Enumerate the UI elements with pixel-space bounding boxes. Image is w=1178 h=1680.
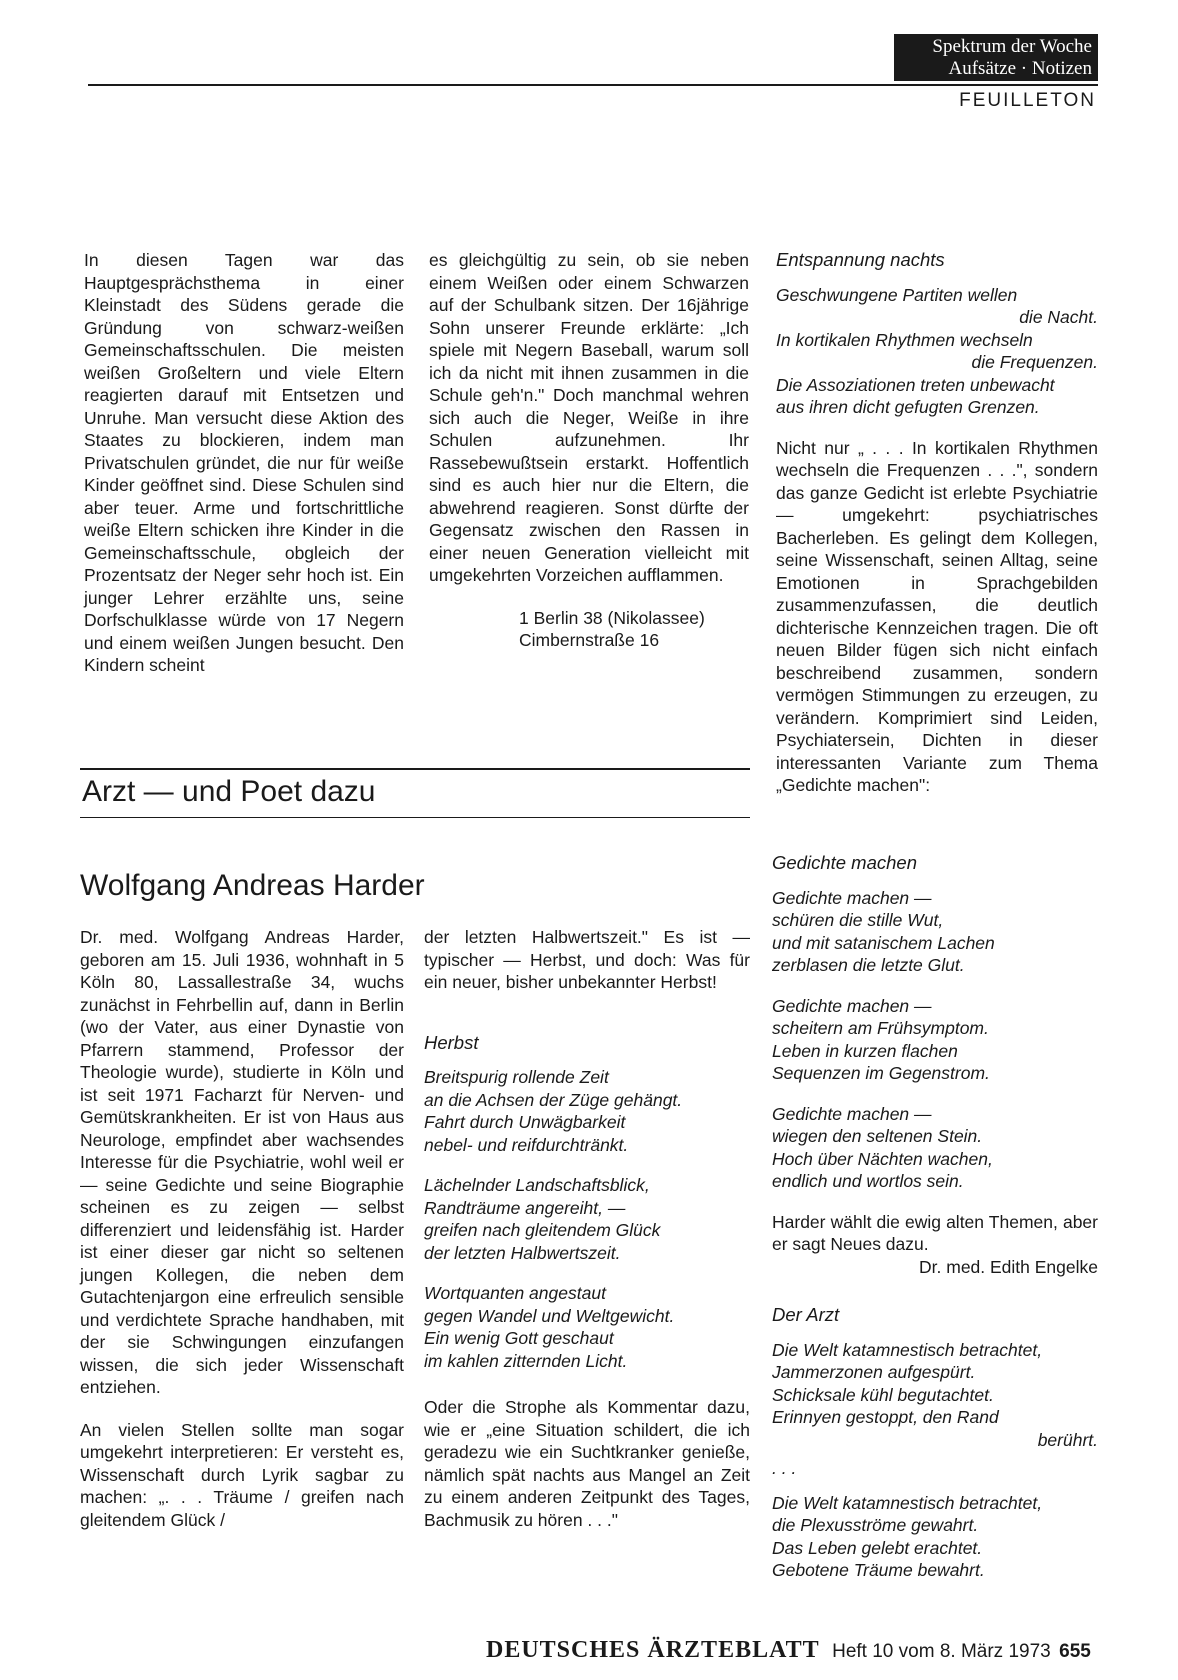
author-address [519,607,749,652]
poem-line: Die Welt katamnestisch betrachtet, [772,1492,1043,1513]
title-rule-bottom [80,817,750,818]
poem-line: Gedichte machen — [772,887,932,908]
comment-paragraph: Oder die Strophe als Kommentar dazu, wie er „eine Situation schildert, die ich geradezu wie ein Suchtkranker genieße, nämlich spät nachts aus Mangel an Zeit zu einem anderen Zeitpunkt des Tages, Bachmusik zu hören . . ." [424,1397,750,1530]
poem-line: der letzten Halbwertszeit. [424,1242,621,1263]
poem-title-gedichte: Gedichte machen [772,852,918,873]
article-author: Wolfgang Andreas Harder [80,869,425,902]
poem-line: gegen Wandel und Weltgewicht. [424,1305,675,1326]
poem-line: Geschwungene Partiten wellen [776,284,1018,305]
prev-article-text-2: es gleichgültig zu sein, ob sie neben einem Weißen oder einem Schwarzen auf der Schulbank sitzen. Der 16jährige Sohn unserer Freunde erklärte: „Ich spiele mit Negern Baseball, warum soll ich da nicht mit ihnen zusammen in die Schule geh'n." Doch manchmal wehren sich auch die Neger, Weiße in ihre Schulen aufzunehmen. Ihr Rassebewußtsein erstarkt. Hoffentlich sind es auch hier nur die Eltern, die abwehrend reagieren. Sonst dürfte der Gegensatz zwischen den Rassen in einer neuen Generation vielleicht mit umgekehrten Vorzeichen aufflammen. [429,250,749,585]
poem-title-arzt: Der Arzt [772,1304,840,1325]
poem-line: scheitern am Frühsymptom. [772,1018,989,1038]
prev-article-text-1: In diesen Tagen war das Hauptgesprächsthema in einer Kleinstadt des Südens gerade die Gründung von schwarz-weißen Gemeinschaftsschulen. Die meisten weißen Großeltern und viele Eltern reagierten darauf mit Entsetzen und Unruhe. Man versucht diese Aktion des Staates zu blockieren, indem man Privatschulen gründet, die nur für weiße Kinder geöffnet sind. Diese Schulen sind aber teuer. Arme und fortschrittliche weiße Eltern schicken ihre Kinder in die Gemeinschaftsschule, obgleich der Prozentsatz der Neger sehr hoch ist. Ein junger Lehrer erzählte uns, seine Dorfschulklasse würde von 17 Negern und einem weißen Jungen besucht. Den Kindern scheint [84,250,404,675]
poem-title-herbst: Herbst [424,1031,479,1053]
poem-line: Fahrt durch Unwägbarkeit [424,1112,626,1132]
poem-line: im kahlen zitternden Licht. [424,1350,628,1371]
page-footer [486,1637,1091,1664]
poem-line: Gedichte machen — [772,1103,932,1124]
poem-line: Jammerzonen aufgespürt. [772,1362,976,1382]
poem-line: an die Achsen der Züge gehängt. [424,1089,683,1110]
article-column-4 [80,926,404,1551]
poem-line: aus ihren dicht gefugten Grenzen. [776,397,1040,417]
poem-line: Die Assoziationen treten unbewacht [776,374,1055,395]
masthead: DEUTSCHES ÄRZTEBLATT [486,1637,820,1663]
article-column-6 [772,852,1098,1600]
poem-line: Hoch über Nächten wachen, [772,1148,993,1169]
poem-gedichte-stanza-2 [772,995,1098,1085]
header-rule [88,84,1098,86]
poem-line: Sequenzen im Gegenstrom. [772,1063,990,1083]
poem-line: wiegen den seltenen Stein. [772,1126,983,1146]
closing-paragraph: Harder wählt die ewig alten Themen, aber er sagt Neues dazu. [772,1211,1098,1254]
poem-line: berührt. [1037,1429,1098,1450]
title-rule-top [80,768,750,770]
poem-herbst-stanza-2 [424,1174,750,1264]
signature: Dr. med. Edith Engelke [919,1256,1098,1277]
badge-line-1: Spektrum der Woche [932,36,1092,57]
poem-line: greifen nach gleitendem Glück [424,1220,661,1240]
poem-line: Das Leben gelebt erachtet. [772,1537,983,1558]
commentary-paragraph: Nicht nur „ . . . In kortikalen Rhythmen wechseln die Frequenzen . . .", sondern das ganze Gedicht ist erlebte Psychiatrie — umgekehrt: psychiatrisches Bacherleben. Es gelingt dem Kollegen, seine Wissenschaft, seinen Alltag, seine Emotionen in Sprachgebilden zusammenzufassen, die deutlich dichterische Kennzeichen tragen. Die oft neuen Bilder fügen sich nicht einfach beschreibend zusammen, sondern vermögen Stimmungen zu erzeugen, zu verändern. Komprimiert sind Leiden, Psychiatersein, Dichten in dieser interessanten Variante zum Thema „Gedichte machen": [776,437,1098,795]
poem-title-entspannung: Entspannung nachts [776,249,945,270]
poem-line: die Plexusströme gewahrt. [772,1515,979,1535]
poem-line: schüren die stille Wut, [772,910,944,930]
poem-herbst-stanza-3 [424,1282,750,1372]
poem-line: die Frequenzen. [971,352,1098,372]
article-column-3 [776,249,1098,817]
section-badge [894,34,1098,81]
prev-article-column-1 [84,249,404,697]
poem-line: Lächelnder Landschaftsblick, [424,1175,650,1195]
poem-line: Randträume angereiht, — [424,1197,626,1218]
address-line-1: 1 Berlin 38 (Nikolassee) [519,607,705,628]
poem-arzt-stanza-2 [772,1492,1098,1582]
poem-herbst-stanza-1 [424,1066,750,1156]
interpretation-paragraph: An vielen Stellen sollte man sogar umgekehrt interpretieren: Er versteht es, Wissenschaft durch Lyrik sagbar zu machen: „. . . Träume / greifen nach gleitendem Glück / [80,1419,404,1530]
poem-line: Die Welt katamnestisch betrachtet, [772,1339,1043,1360]
article-title: Arzt — und Poet dazu [82,775,376,808]
poem-line: die Nacht. [1019,307,1098,327]
poem-gedichte-stanza-1 [772,887,1098,977]
poem-line: Erinnyen gestoppt, den Rand [772,1407,999,1427]
page-number: 655 [1059,1641,1091,1662]
poem-ellipsis: . . . [772,1458,797,1478]
biography-paragraph: Dr. med. Wolfgang Andreas Harder, geboren am 15. Juli 1936, wohnhaft in 5 Köln 80, Lassallestraße 34, wuchs zunächst in Fehrbellin auf, dann in Berlin (wo der Vater, aus einer Dynastie von Pfarrern stammend, Professor der Theologie wurde), studierte in Köln und ist seit 1971 Facharzt für Nerven- und Gemütskrankheiten. Er ist von Haus aus Neurologe, empfindet aber wachsendes Interesse für die Psychiatrie, wohl weil er — seine Gedichte und seine Biographie scheinen es zu zeigen — selbst differenziert und leidensfähig ist. Harder ist einer dieser gar nicht so seltenen jungen Kollegen, die neben dem Gutachtenjargon eine erfreulich sensible und verdichtete Sprache handhaben, mit der sie Schwingungen einzufangen wissen, die sich jeder Wissenschaft entziehen. [80,927,404,1397]
prev-article-column-2 [429,249,749,652]
issue-info: Heft 10 vom 8. März 1973 [832,1641,1051,1662]
poem-entspannung [776,284,1098,419]
article-column-5 [424,926,750,1551]
poem-line: nebel- und reifdurchtränkt. [424,1134,629,1155]
poem-line: Gedichte machen — [772,995,932,1016]
poem-line: Leben in kurzen flachen [772,1040,958,1061]
section-label: FEUILLETON [959,90,1096,111]
poem-line: In kortikalen Rhythmen wechseln [776,329,1033,350]
badge-line-2: Aufsätze · Notizen [948,58,1092,79]
poem-line: Gebotene Träume bewahrt. [772,1560,985,1580]
poem-line: endlich und wortlos sein. [772,1171,964,1191]
poem-arzt-stanza-1 [772,1339,1098,1452]
poem-line: Breitspurig rollende Zeit [424,1067,609,1087]
poem-line: Wortquanten angestaut [424,1283,606,1303]
poem-line: Schicksale kühl begutachtet. [772,1384,994,1405]
poem-line: Ein wenig Gott geschaut [424,1328,614,1348]
address-line-2: Cimbernstraße 16 [519,630,660,650]
continuation-paragraph: der letzten Halbwertszeit." Es ist — typischer — Herbst, und doch: Was für ein neuer, bisher unbekannter Herbst! [424,927,750,992]
poem-line: und mit satanischem Lachen [772,932,995,953]
poem-line: zerblasen die letzte Glut. [772,955,965,975]
poem-gedichte-stanza-3 [772,1103,1098,1193]
